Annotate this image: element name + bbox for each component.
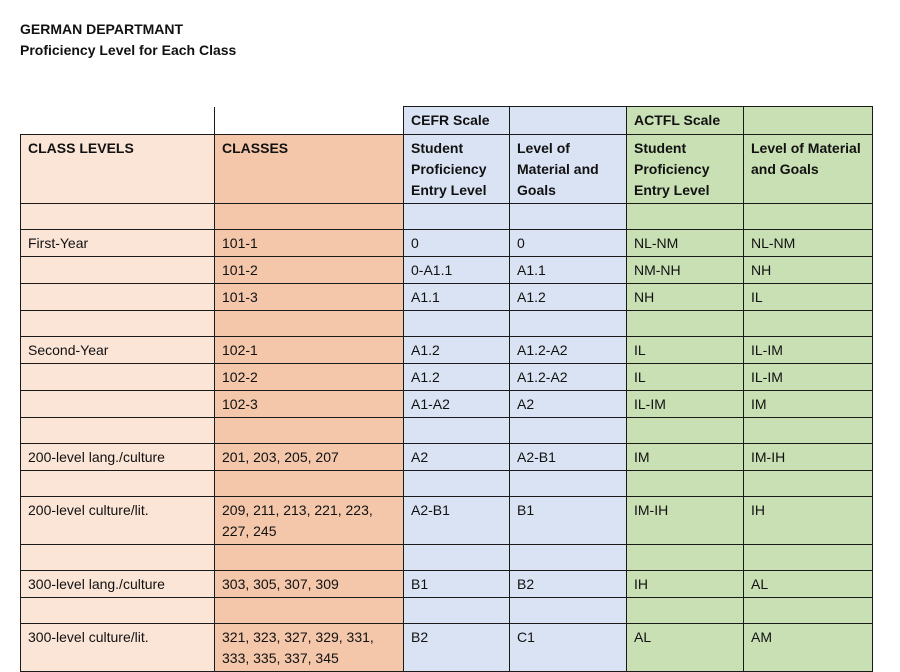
classes-cell: 303, 305, 307, 309 — [215, 571, 404, 598]
spacer-cell — [21, 598, 215, 624]
actfl-material-cell: IL-IM — [744, 337, 873, 364]
cefr-scale-header-continued — [510, 107, 627, 135]
blank-cell — [21, 107, 215, 135]
table-row — [21, 624, 873, 672]
spacer-cell — [21, 204, 215, 230]
cefr-entry-cell: B2 — [404, 624, 510, 672]
spacer-row — [21, 598, 873, 624]
cefr-entry-header: Student Proficiency Entry Level — [404, 135, 510, 204]
classes-header: CLASSES — [215, 135, 404, 204]
class-level-cell: 300-level culture/lit. — [21, 624, 215, 672]
spacer-cell — [510, 471, 627, 497]
cefr-scale-header: CEFR Scale — [404, 107, 510, 135]
spacer-cell — [404, 471, 510, 497]
spacer-cell — [627, 311, 744, 337]
cefr-entry-cell: B1 — [404, 571, 510, 598]
cefr-material-cell: A2 — [510, 391, 627, 418]
spacer-cell — [215, 418, 404, 444]
spacer-cell — [404, 598, 510, 624]
class-level-cell — [21, 284, 215, 311]
spacer-cell — [215, 545, 404, 571]
spacer-cell — [744, 418, 873, 444]
spacer-cell — [510, 418, 627, 444]
actfl-material-cell: IM-IH — [744, 444, 873, 471]
actfl-material-cell: IL-IM — [744, 364, 873, 391]
classes-cell: 102-3 — [215, 391, 404, 418]
spacer-cell — [404, 545, 510, 571]
spacer-cell — [21, 311, 215, 337]
spacer-cell — [510, 311, 627, 337]
table-row — [21, 391, 873, 418]
spacer-cell — [627, 204, 744, 230]
actfl-material-cell: IH — [744, 497, 873, 545]
actfl-entry-cell: IL — [627, 364, 744, 391]
cefr-material-cell: B1 — [510, 497, 627, 545]
class-level-cell — [21, 391, 215, 418]
spacer-cell — [21, 471, 215, 497]
table-row — [21, 257, 873, 284]
actfl-entry-cell: NL-NM — [627, 230, 744, 257]
table-row — [21, 284, 873, 311]
actfl-entry-cell: AL — [627, 624, 744, 672]
actfl-material-cell: NH — [744, 257, 873, 284]
spacer-cell — [510, 204, 627, 230]
cefr-material-header: Level of Material and Goals — [510, 135, 627, 204]
classes-cell: 101-2 — [215, 257, 404, 284]
table-row — [21, 497, 873, 545]
spacer-row — [21, 204, 873, 230]
table-row — [21, 337, 873, 364]
cefr-entry-cell: 0-A1.1 — [404, 257, 510, 284]
actfl-entry-cell: NH — [627, 284, 744, 311]
actfl-material-header: Level of Material and Goals — [744, 135, 873, 204]
spacer-cell — [627, 545, 744, 571]
actfl-entry-cell: IL — [627, 337, 744, 364]
actfl-material-cell: NL-NM — [744, 230, 873, 257]
actfl-entry-cell: IM — [627, 444, 744, 471]
spacer-cell — [215, 204, 404, 230]
cefr-material-cell: B2 — [510, 571, 627, 598]
spacer-cell — [404, 311, 510, 337]
actfl-scale-header-continued — [744, 107, 873, 135]
spacer-cell — [744, 471, 873, 497]
actfl-entry-header: Student Proficiency Entry Level — [627, 135, 744, 204]
class-level-cell: 200-level lang./culture — [21, 444, 215, 471]
spacer-cell — [215, 471, 404, 497]
cefr-entry-cell: A1.1 — [404, 284, 510, 311]
spacer-cell — [744, 311, 873, 337]
class-level-cell: 200-level culture/lit. — [21, 497, 215, 545]
cefr-material-cell: A1.2 — [510, 284, 627, 311]
cefr-material-cell: A1.1 — [510, 257, 627, 284]
spacer-cell — [744, 598, 873, 624]
spacer-cell — [215, 598, 404, 624]
actfl-material-cell: IM — [744, 391, 873, 418]
spacer-row — [21, 545, 873, 571]
actfl-material-cell: AM — [744, 624, 873, 672]
spacer-cell — [404, 418, 510, 444]
cefr-material-cell: C1 — [510, 624, 627, 672]
spacer-cell — [510, 598, 627, 624]
actfl-entry-cell: IM-IH — [627, 497, 744, 545]
scale-header-row — [21, 107, 873, 135]
document-subtitle: Proficiency Level for Each Class — [20, 42, 237, 58]
spacer-cell — [627, 598, 744, 624]
table-row — [21, 230, 873, 257]
class-levels-header: CLASS LEVELS — [21, 135, 215, 204]
class-level-cell: Second-Year — [21, 337, 215, 364]
blank-cell — [215, 107, 404, 135]
cefr-material-cell: 0 — [510, 230, 627, 257]
spacer-cell — [21, 545, 215, 571]
cefr-entry-cell: 0 — [404, 230, 510, 257]
actfl-material-cell: AL — [744, 571, 873, 598]
spacer-cell — [744, 545, 873, 571]
proficiency-table — [20, 106, 873, 672]
cefr-material-cell: A1.2-A2 — [510, 364, 627, 391]
cefr-material-cell: A1.2-A2 — [510, 337, 627, 364]
classes-cell: 201, 203, 205, 207 — [215, 444, 404, 471]
class-level-cell: 300-level lang./culture — [21, 571, 215, 598]
classes-cell: 102-2 — [215, 364, 404, 391]
spacer-cell — [215, 311, 404, 337]
classes-cell: 101-3 — [215, 284, 404, 311]
spacer-cell — [627, 418, 744, 444]
spacer-cell — [404, 204, 510, 230]
spacer-row — [21, 471, 873, 497]
cefr-entry-cell: A2-B1 — [404, 497, 510, 545]
cefr-entry-cell: A1.2 — [404, 337, 510, 364]
cefr-entry-cell: A1.2 — [404, 364, 510, 391]
classes-cell: 101-1 — [215, 230, 404, 257]
cefr-entry-cell: A1-A2 — [404, 391, 510, 418]
spacer-cell — [627, 471, 744, 497]
class-level-cell — [21, 364, 215, 391]
table-body — [21, 107, 873, 672]
spacer-cell — [21, 418, 215, 444]
classes-cell: 102-1 — [215, 337, 404, 364]
table-row — [21, 571, 873, 598]
column-header-row — [21, 135, 873, 204]
cefr-material-cell: A2-B1 — [510, 444, 627, 471]
spacer-cell — [744, 204, 873, 230]
class-level-cell: First-Year — [21, 230, 215, 257]
actfl-scale-header: ACTFL Scale — [627, 107, 744, 135]
actfl-entry-cell: IH — [627, 571, 744, 598]
class-level-cell — [21, 257, 215, 284]
table-row — [21, 364, 873, 391]
actfl-entry-cell: NM-NH — [627, 257, 744, 284]
classes-cell: 321, 323, 327, 329, 331, 333, 335, 337, 345 — [215, 624, 404, 672]
spacer-row — [21, 311, 873, 337]
table-row — [21, 444, 873, 471]
actfl-entry-cell: IL-IM — [627, 391, 744, 418]
document-title: GERMAN DEPARTMANT — [20, 21, 184, 37]
spacer-row — [21, 418, 873, 444]
classes-cell: 209, 211, 213, 221, 223, 227, 245 — [215, 497, 404, 545]
cefr-entry-cell: A2 — [404, 444, 510, 471]
actfl-material-cell: IL — [744, 284, 873, 311]
spacer-cell — [510, 545, 627, 571]
